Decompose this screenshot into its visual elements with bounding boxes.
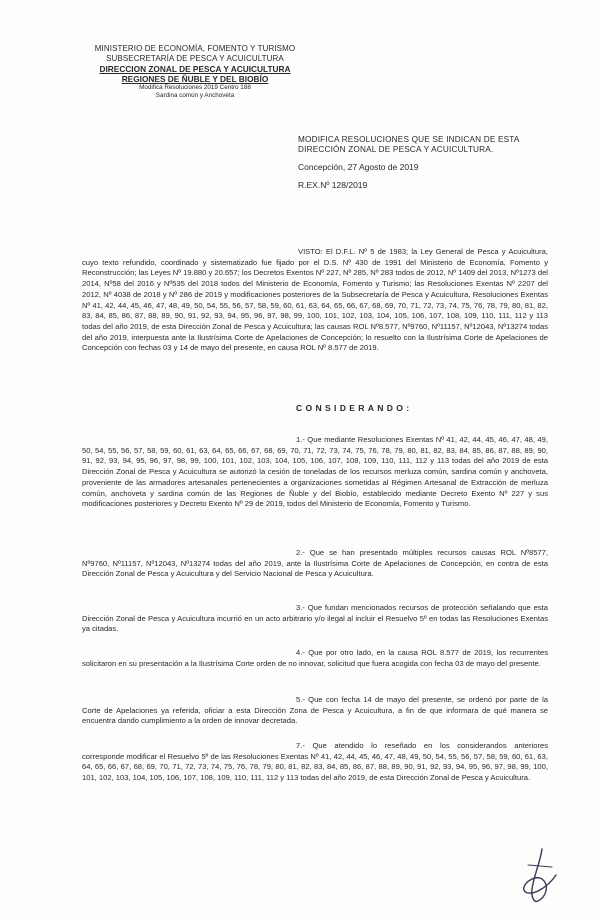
considerando-paragraph-1: 1.- Que mediante Resoluciones Exentas Nº 41, 42, 44, 45, 46, 47, 48, 49, 50, 54, 55, 56, 57, 58, 59, 60, 61, 63, 64, 65, 66, 67, 68, 69, 70, 71, 72, 73, 74, 75, 76, 78, 79, 80, 81, 82, 83, 84, 85, 86, 87, 88, 89, 90, 91, 92, 93, 94, 95, 96, 97, 98, 99, 100, 101, 102, 103, 104, 105, 106, 107, 108, 109, 110, 111, 112 y 113 todas del año 2019 de esta Dirección Zonal de Pesca y Acuicultura se autorizó la cesión de toneladas de los recursos merluza común, sardina común y anchoveta, proveniente de las armadores artesanales pertenecientes a organizaciones sometidas al Régimen Artesanal de Extracción de merluza común, anchoveta y sardina común de las Regiones de Ñuble y del Biobío, establecido mediante Decreto Exento Nº 227 y sus modificaciones posteriores y Decreto Exento Nº 29 de 2019, todos del Ministerio de Economía, Fomento y Turismo.: [82, 435, 548, 509]
regiones-name: REGIONES DE ÑUBLE Y DEL BIOBÍO: [121, 74, 269, 84]
considerando-paragraph-2: 2.- Que se han presentado múltiples recursos causas ROL Nº8577, Nº9760, Nº11157, Nº12043, Nº13274 todas del año 2019, ante la Ilustrísima Corte de Apelaciones de Concepción, en contra de esta Dirección Zonal de Pesca y Acuicultura y del Servicio Nacional de Pesca y Acuicultura.: [82, 548, 548, 579]
considerando-heading: CONSIDERANDO:: [296, 403, 413, 413]
direccion-name: DIRECCION ZONAL DE PESCA Y ACUICULTURA: [99, 64, 291, 74]
ministry-name: MINISTERIO DE ECONOMÍA, FOMENTO Y TURISMO: [94, 44, 296, 53]
considerando-paragraph-7: 7.- Que atendido lo reseñado en los considerandos anteriores corresponde modificar el Resuelvo 5º de las Resoluciones Exentas Nº 41, 42, 44, 45, 46, 47, 48, 49, 50, 54, 55, 56, 57, 58, 59, 60, 61, 63, 64, 65, 66, 67, 68, 69, 70, 71, 72, 73, 74, 75, 76, 78, 79, 80, 81, 82, 83, 84, 85, 86, 87, 88, 89, 90, 91, 92, 93, 94, 95, 96, 97, 98, 99, 100, 101, 102, 103, 104, 105, 106, 107, 108, 109, 110, 111, 112 y 113 todas del año 2019, de esta Dirección Zonal de Pesca y Acuicultura.: [82, 741, 548, 783]
subsecretaria-name: SUBSECRETARÍA DE PESCA Y ACUICULTURA: [106, 54, 284, 63]
header-note-1: Modifica Resoluciones 2019 Centro 188: [139, 84, 251, 91]
considerando-paragraph-5: 5.- Que con fecha 14 de mayo del presente, se ordenó por parte de la Corte de Apelaciones ya referida, oficiar a esta Dirección Zona de Pesca y Acuicultura, a fin de que informara de qué manera se encuentra dando cumplimiento a la orden de innovar decretada.: [82, 695, 548, 726]
letterhead: [80, 44, 310, 100]
header-note-2: Sardina común y Anchoveta: [155, 92, 235, 99]
visto-paragraph: VISTO: El D.F.L. Nº 5 de 1983; la Ley General de Pesca y Acuicultura, cuyo texto refundido, coordinado y sistematizado fue fijado por el D.S. Nº 430 de 1991 del Ministerio de Economía, Fomento y Reconstrucción; las Leyes Nº 19.880 y 20.657; los Decretos Exentos Nº 227, Nº 285, Nº 283 todos de 2012, Nº 1409 del 2013, Nº1273 del 2014, Nº58 del 2016 y Nº535 del 2018 todos del Ministerio de Economía, Fomento y Turismo; las Resoluciones Exentas Nº 2207 del 2012, Nº 4038 de 2018 y Nº 286 de 2019 y modificaciones posteriores de la Subsecretaría de Pesca y Acuicultura, Resoluciones Exentas Nº 41, 42, 44, 45, 46, 47, 48, 49, 50, 54, 55, 56, 57, 58, 59, 60, 61, 63, 64, 65, 66, 67, 68, 69, 70, 71, 72, 73, 74, 75, 76, 78, 79, 80, 81, 82, 83, 84, 85, 86, 87, 88, 89, 90, 91, 92, 93, 94, 95, 96, 97, 98, 99, 100, 101, 102, 103, 104, 105, 106, 107, 108, 109, 110, 111, 112 y 113 todas del año 2019, de esta Dirección Zonal de Pesca y Acuicultura; las causas ROL Nº8.577, Nº9760, Nº11157, Nº12043, Nº13274 todas del año 2019, interpuesta ante la Ilustrísima Corte de Apelaciones de Concepción; lo resuelto con la Ilustrísima Corte de Apelaciones de Concepción con fechas 03 y 14 de mayo del presente, en causa ROL Nº 8.577 de 2019.: [82, 247, 548, 353]
considerando-paragraph-3: 3.- Que fundan mencionados recursos de protección señalando que esta Dirección Zonal de Pesca y Acuicultura incurrió en un acto arbitrario y/o ilegal al incluir el Resuelvo 5º en todas las Resoluciones Exentas ya citadas.: [82, 603, 548, 634]
signature-mark: [512, 845, 560, 907]
resolution-number: R.EX.Nº 128/2019: [298, 180, 368, 190]
considerando-paragraph-4: 4.- Que por otro lado, en la causa ROL 8.577 de 2019, los recurrentes solicitaron en su presentación a la Ilustrísima Corte orden de no innovar, solicitud que fuera acogida con fecha 03 de mayo del presente.: [82, 648, 548, 668]
document-subject: MODIFICA RESOLUCIONES QUE SE INDICAN DE ESTA DIRECCIÓN ZONAL DE PESCA Y ACUICULTURA.: [298, 135, 520, 154]
date-line: Concepción, 27 Agosto de 2019: [298, 162, 419, 172]
